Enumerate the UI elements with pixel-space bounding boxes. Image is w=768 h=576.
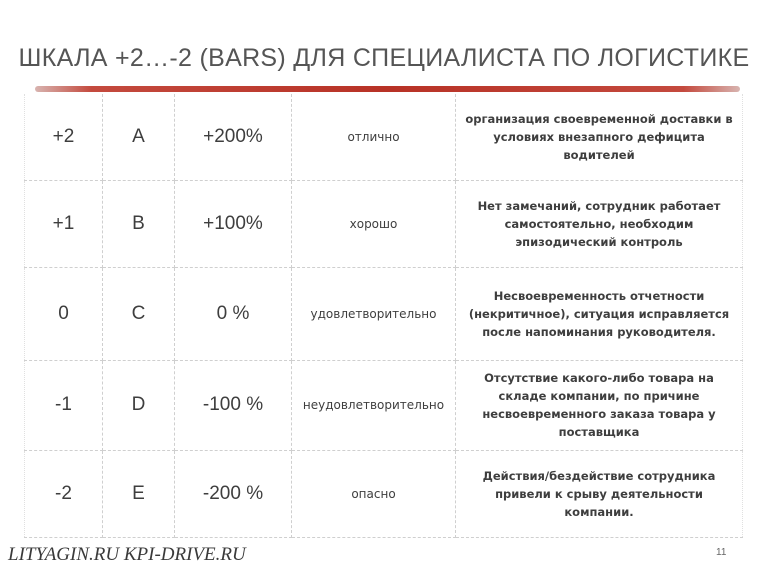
bars-scale-table bbox=[24, 94, 743, 538]
letter-cell: D bbox=[103, 360, 175, 450]
score-cell: 0 bbox=[25, 267, 103, 360]
page-title: ШКАЛА +2…-2 (BARS) ДЛЯ СПЕЦИАЛИСТА ПО ЛОГИСТИКЕ bbox=[18, 44, 750, 72]
percent-cell: 0 % bbox=[175, 267, 292, 360]
score-cell: +1 bbox=[25, 180, 103, 267]
description-cell: Действия/бездействие сотрудника привели к срыву деятельности компании. bbox=[456, 450, 743, 537]
grade-cell: отлично bbox=[292, 94, 456, 180]
percent-cell: +100% bbox=[175, 180, 292, 267]
table-row bbox=[25, 94, 743, 180]
grade-cell: хорошо bbox=[292, 180, 456, 267]
grade-cell: опасно bbox=[292, 450, 456, 537]
description-cell: Несвоевременность отчетности (некритичное), ситуация исправляется после напоминания руководителя. bbox=[456, 267, 743, 360]
table-row bbox=[25, 360, 743, 450]
description-cell: организация своевременной доставки в условиях внезапного дефицита водителей bbox=[456, 94, 743, 180]
percent-cell: +200% bbox=[175, 94, 292, 180]
footer-site-links: LITYAGIN.RU KPI-DRIVE.RU bbox=[8, 544, 246, 565]
table-row bbox=[25, 180, 743, 267]
description-cell: Нет замечаний, сотрудник работает самостоятельно, необходим эпизодический контроль bbox=[456, 180, 743, 267]
score-cell: -2 bbox=[25, 450, 103, 537]
page-number: 11 bbox=[716, 547, 727, 558]
table-row bbox=[25, 450, 743, 537]
title-underline bbox=[35, 86, 740, 92]
letter-cell: A bbox=[103, 94, 175, 180]
description-cell: Отсутствие какого-либо товара на складе компании, по причине несвоевременного заказа товара у поставщика bbox=[456, 360, 743, 450]
percent-cell: -200 % bbox=[175, 450, 292, 537]
letter-cell: E bbox=[103, 450, 175, 537]
table-row bbox=[25, 267, 743, 360]
percent-cell: -100 % bbox=[175, 360, 292, 450]
score-cell: +2 bbox=[25, 94, 103, 180]
letter-cell: B bbox=[103, 180, 175, 267]
score-cell: -1 bbox=[25, 360, 103, 450]
letter-cell: C bbox=[103, 267, 175, 360]
grade-cell: удовлетворительно bbox=[292, 267, 456, 360]
grade-cell: неудовлетворительно bbox=[292, 360, 456, 450]
